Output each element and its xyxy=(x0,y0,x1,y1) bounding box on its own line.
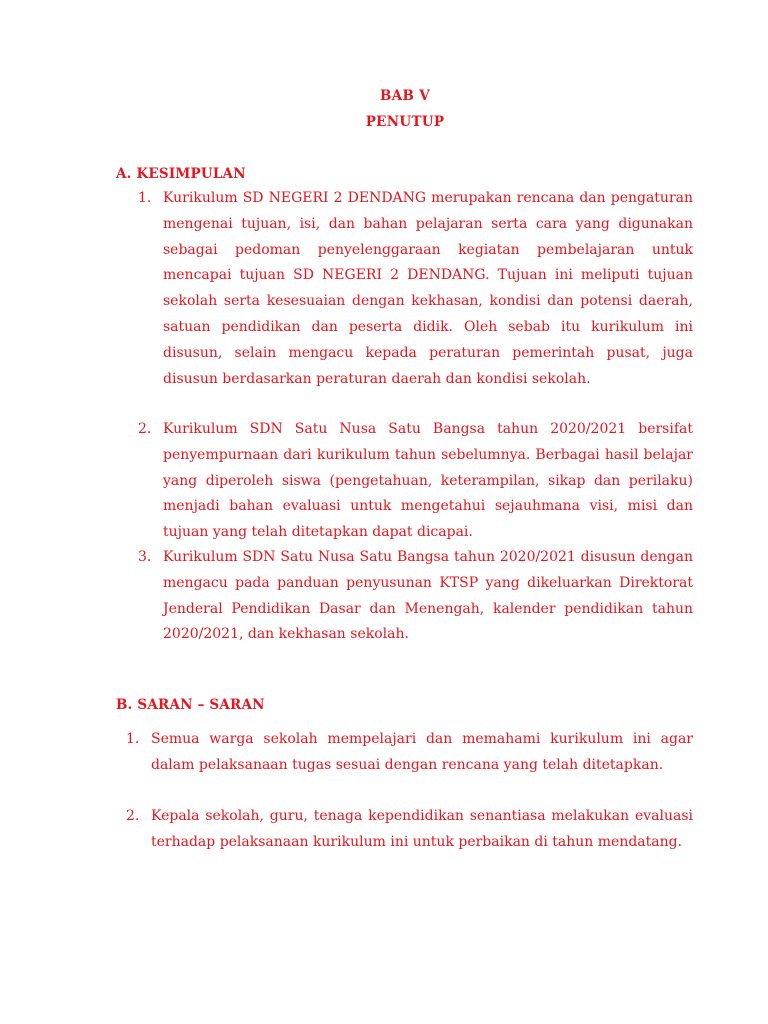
list-item-text: Kurikulum SD NEGERI 2 DENDANG merupakan rencana dan pengaturan mengenai tujuan, isi, dan bahan pelajaran serta cara yang digunakan sebagai pedoman penyelenggaraan kegiatan pembelajaran untuk mencapai tujuan SD NEGERI 2 DENDANG. Tujuan ini meliputi tujuan sekolah serta kesesuaian dengan kekhasan, kondisi dan potensi daerah, satuan pendidikan dan peserta didik. Oleh sebab itu kurikulum ini disusun, selain mengacu kepada peraturan pemerintah pusat, juga disusun berdasarkan peraturan daerah dan kondisi sekolah. xyxy=(163,190,693,387)
list-item-number: 1. xyxy=(126,731,140,747)
list-item xyxy=(126,727,693,779)
list-item-number: 3. xyxy=(138,549,152,565)
list-item xyxy=(138,417,693,546)
list-item xyxy=(138,545,693,648)
page-title: PENUTUP xyxy=(365,114,445,130)
list-item-number: 1. xyxy=(138,190,152,206)
list-item-text: Semua warga sekolah mempelajari dan memahami kurikulum ini agar dalam pelaksanaan tugas sesuai dengan rencana yang telah ditetapkan. xyxy=(151,731,693,773)
list-item-text: Kurikulum SDN Satu Nusa Satu Bangsa tahun 2020/2021 bersifat penyempurnaan dari kurikulum tahun sebelumnya. Berbagai hasil belajar yang diperoleh siswa (pengetahuan, keterampilan, sikap dan perilaku) menjadi bahan evaluasi untuk mengetahui sejauhmana visi, misi dan tujuan yang telah ditetapkan dapat dicapai. xyxy=(163,421,693,541)
section-b-title: B. SARAN – SARAN xyxy=(116,697,265,713)
list-item-text: Kurikulum SDN Satu Nusa Satu Bangsa tahun 2020/2021 disusun dengan mengacu pada panduan penyusunan KTSP yang dikeluarkan Direktorat Jenderal Pendidikan Dasar dan Menengah, kalender pendidikan tahun 2020/2021, dan kekhasan sekolah. xyxy=(163,549,693,643)
chapter-label: BAB V xyxy=(380,88,430,104)
list-item xyxy=(126,804,693,856)
list-item-number: 2. xyxy=(126,808,140,824)
list-item xyxy=(138,186,693,392)
list-item-number: 2. xyxy=(138,421,152,437)
section-a-title: A. KESIMPULAN xyxy=(116,166,246,182)
list-item-text: Kepala sekolah, guru, tenaga kependidikan senantiasa melakukan evaluasi terhadap pelaksanaan kurikulum ini untuk perbaikan di tahun mendatang. xyxy=(151,808,693,850)
